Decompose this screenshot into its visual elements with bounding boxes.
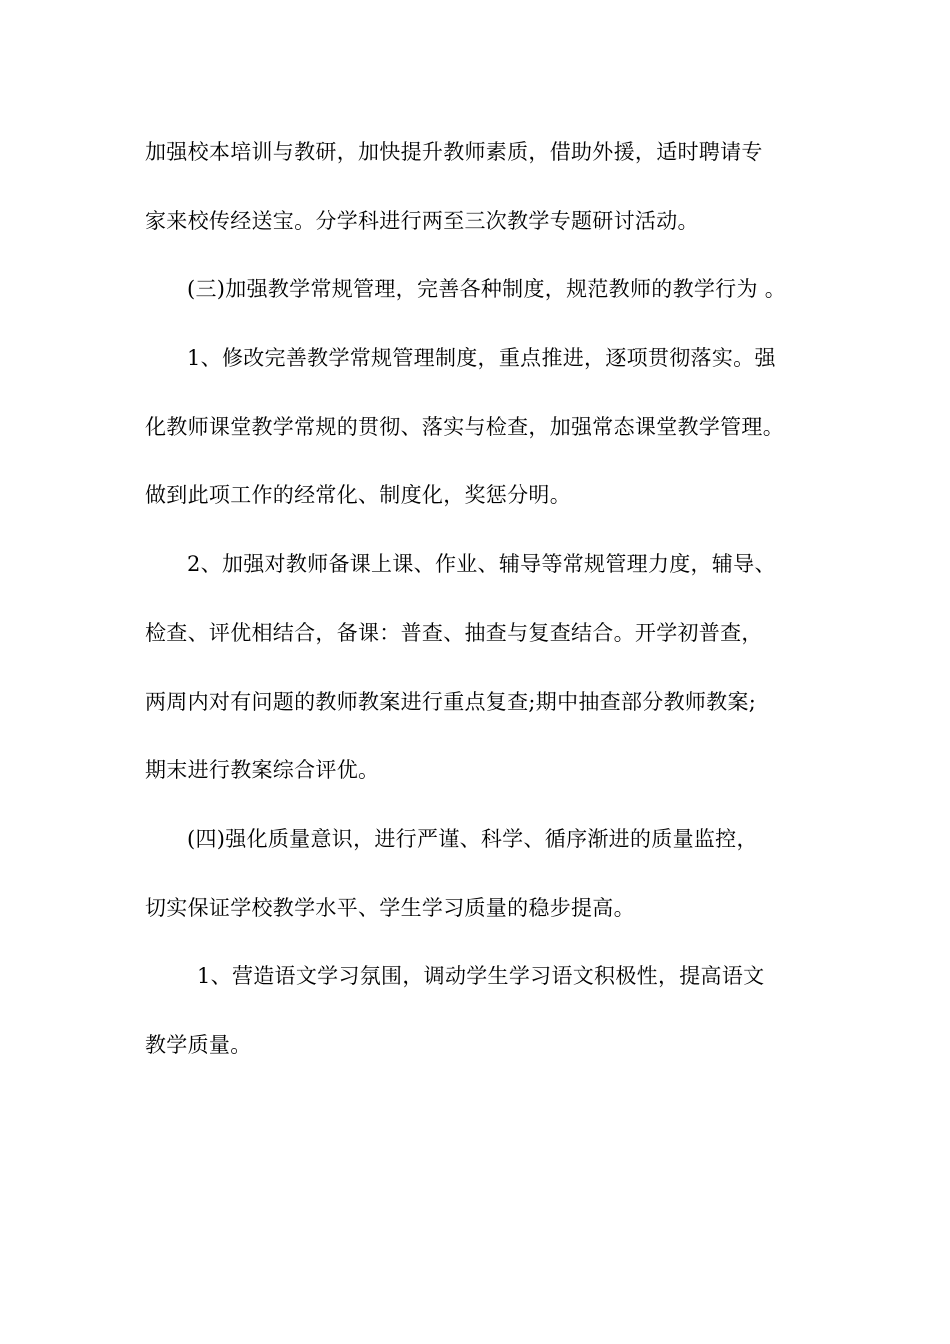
paragraph-line-13: 1、营造语文学习氛围，调动学生学习语文积极性，提高语文	[197, 964, 765, 988]
paragraph-line-9: 两周内对有问题的教师教案进行重点复查;期中抽查部分教师教案;	[145, 690, 757, 714]
paragraph-line-1: 加强校本培训与教研，加快提升教师素质，借助外援，适时聘请专	[145, 140, 763, 164]
section-heading-11: (四)强化质量意识，进行严谨、科学、循序渐进的质量监控，	[187, 827, 758, 851]
paragraph-line-10: 期末进行教案综合评优。	[145, 758, 380, 782]
paragraph-line-4: 1、修改完善教学常规管理制度，重点推进，逐项贯彻落实。强	[187, 346, 776, 370]
paragraph-line-2: 家来校传经送宝。分学科进行两至三次教学专题研讨活动。	[145, 209, 699, 233]
section-heading-3: (三)加强教学常规管理，完善各种制度，规范教师的教学行为 。	[187, 277, 787, 301]
paragraph-line-6: 做到此项工作的经常化、制度化，奖惩分明。	[145, 483, 571, 507]
paragraph-line-12: 切实保证学校教学水平、学生学习质量的稳步提高。	[145, 896, 635, 920]
paragraph-line-8: 检查、评优相结合，备课：普查、抽查与复查结合。开学初普查，	[145, 621, 763, 645]
paragraph-line-7: 2、加强对教师备课上课、作业、辅导等常规管理力度，辅导、	[187, 552, 776, 576]
paragraph-line-14: 教学质量。	[145, 1033, 252, 1057]
paragraph-line-5: 化教师课堂教学常规的贯彻、落实与检查，加强常态课堂教学管理。	[145, 415, 784, 439]
